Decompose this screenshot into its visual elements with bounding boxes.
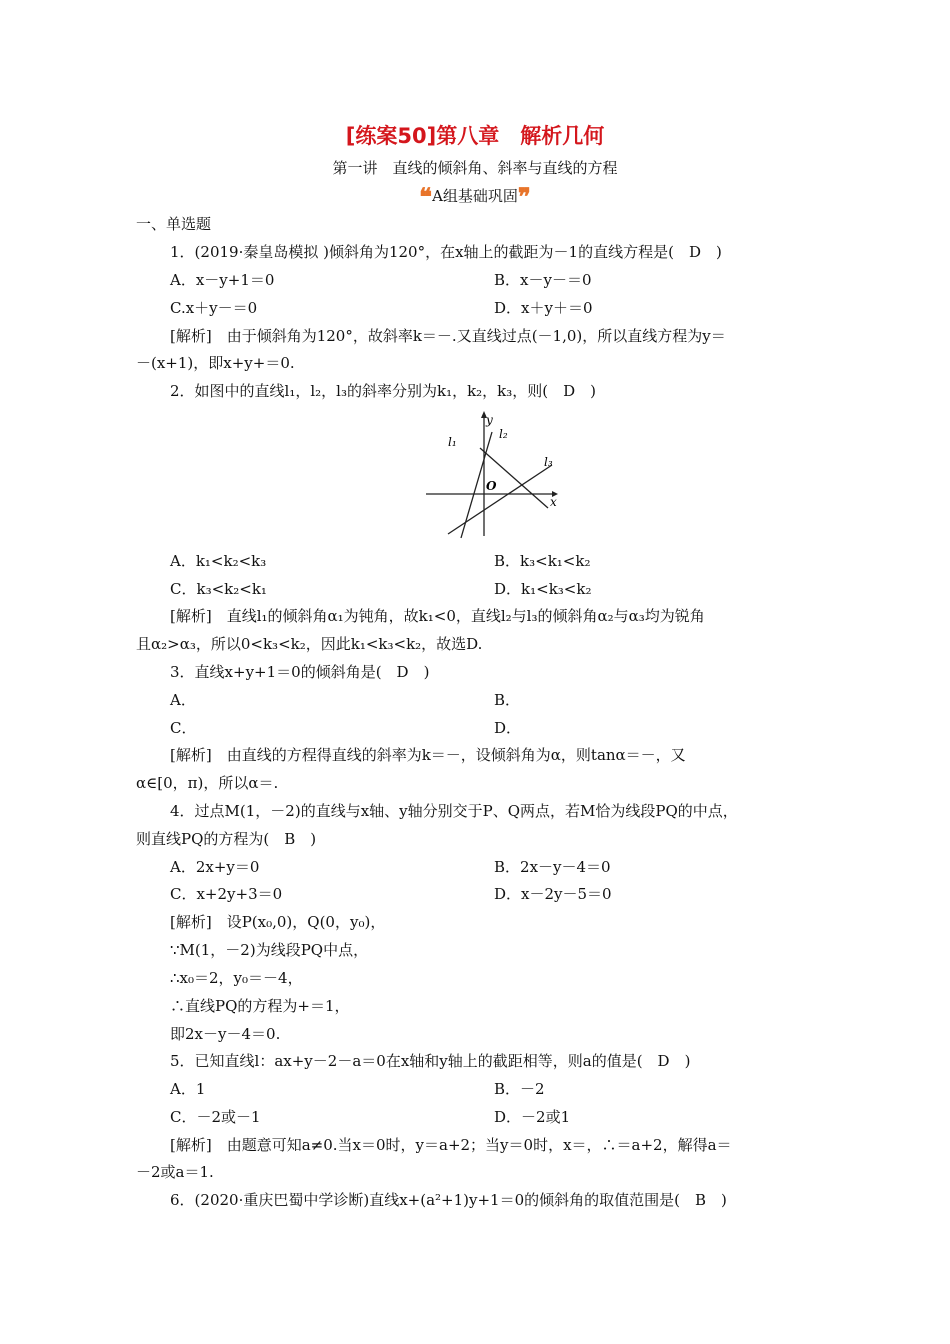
q4-option-a: A．2x+y＝0	[170, 858, 260, 876]
q3-analysis-line-2: α∈[0，π)，所以α＝.	[136, 774, 279, 792]
q2-option-b: B．k₃<k₁<k₂	[494, 552, 591, 570]
q2-option-d: D．k₁<k₃<k₂	[494, 580, 592, 598]
group-label: A组基础巩固	[432, 187, 518, 205]
q4-option-b: B．2x－y－4＝0	[494, 858, 611, 876]
question-1-stem: 1．(2019·秦皇岛模拟 )倾斜角为120°，在x轴上的截距为－1的直线方程是( D )	[170, 243, 722, 261]
q5-option-c: C．－2或－1	[170, 1108, 261, 1126]
q5-analysis-line-1: [解析] 由题意可知a≠0.当x＝0时，y＝a+2；当y＝0时，x＝，∴＝a+2，解得a＝	[170, 1136, 732, 1154]
page-title: [练案50]第八章 解析几何	[345, 124, 605, 148]
question-5-stem: 5．已知直线l：ax+y－2－a＝0在x轴和y轴上的截距相等，则a的值是( D )	[170, 1052, 691, 1070]
q2-option-a: A．k₁<k₂<k₃	[170, 552, 267, 570]
q2-analysis-line-1: [解析] 直线l₁的倾斜角α₁为钝角，故k₁<0，直线l₂与l₃的倾斜角α₂与α₃均为锐角	[170, 607, 705, 625]
q5-option-d: D．－2或1	[494, 1108, 571, 1126]
q4-analysis-line-4: ∴直线PQ的方程为+＝1，	[170, 997, 350, 1015]
line-l2	[480, 448, 548, 508]
q3-analysis-line-1: [解析] 由直线的方程得直线的斜率为k＝－，设倾斜角为α，则tanα＝－，又	[170, 746, 686, 764]
q5-option-b: B．－2	[494, 1080, 545, 1098]
q4-analysis-line-3: ∴x₀＝2，y₀＝－4，	[170, 969, 303, 987]
quote-open-icon: ❝	[419, 182, 433, 211]
label-l2: l₂	[499, 427, 508, 441]
q1-option-c: C.x＋y－＝0	[170, 299, 258, 317]
q3-option-b: B．	[494, 691, 521, 709]
q1-option-d: D．x＋y＋＝0	[494, 299, 593, 317]
label-l1: l₁	[448, 435, 457, 449]
q5-analysis-line-2: －2或a＝1.	[136, 1163, 214, 1181]
question-4-stem-line-1: 4．过点M(1，－2)的直线与x轴、y轴分别交于P、Q两点，若M恰为线段PQ的中点，	[170, 802, 738, 820]
label-x: x	[550, 495, 557, 509]
q3-option-a: A．	[170, 691, 196, 709]
line-l3	[448, 465, 552, 534]
group-header	[0, 182, 950, 211]
q4-option-c: C．x+2y+3＝0	[170, 885, 283, 903]
lecture-subtitle: 第一讲 直线的倾斜角、斜率与直线的方程	[332, 159, 618, 177]
q4-option-d: D．x－2y－5＝0	[494, 885, 612, 903]
question-2-stem: 2．如图中的直线l₁，l₂，l₃的斜率分别为k₁，k₂，k₃，则( D )	[170, 382, 597, 400]
q2-option-c: C．k₃<k₂<k₁	[170, 580, 267, 598]
label-y: y	[486, 413, 493, 427]
quote-close-icon: ❞	[517, 182, 531, 211]
q5-option-a: A．1	[170, 1080, 206, 1098]
lines-figure	[420, 408, 565, 543]
question-3-stem: 3．直线x+y+1＝0的倾斜角是( D )	[170, 663, 430, 681]
q4-analysis-line-2: ∵M(1，－2)为线段PQ中点，	[170, 941, 369, 959]
q1-option-b: B．x－y－＝0	[494, 271, 592, 289]
section-heading: 一、单选题	[136, 215, 212, 233]
q3-option-d: D．	[494, 719, 522, 737]
q1-analysis-line-1: [解析] 由于倾斜角为120°，故斜率k＝－.又直线过点(－1,0)，所以直线方程为y＝	[170, 327, 726, 345]
question-4-stem-line-2: 则直线PQ的方程为( B )	[136, 830, 317, 848]
q1-option-a: A．x－y+1＝0	[170, 271, 275, 289]
q4-analysis-line-1: [解析] 设P(x₀,0)，Q(0，y₀)，	[170, 913, 386, 931]
label-l3: l₃	[544, 455, 553, 469]
q3-option-c: C．	[170, 719, 197, 737]
q2-analysis-line-2: 且α₂>α₃，所以0<k₃<k₂，因此k₁<k₃<k₂，故选D.	[136, 635, 483, 653]
q1-analysis-line-2: －(x+1)，即x+y+＝0.	[136, 354, 295, 372]
q4-analysis-line-5: 即2x－y－4＝0.	[170, 1025, 281, 1043]
question-6-stem: 6．(2020·重庆巴蜀中学诊断)直线x+(a²+1)y+1＝0的倾斜角的取值范围是( B )	[170, 1191, 727, 1209]
label-origin: O	[486, 479, 497, 493]
